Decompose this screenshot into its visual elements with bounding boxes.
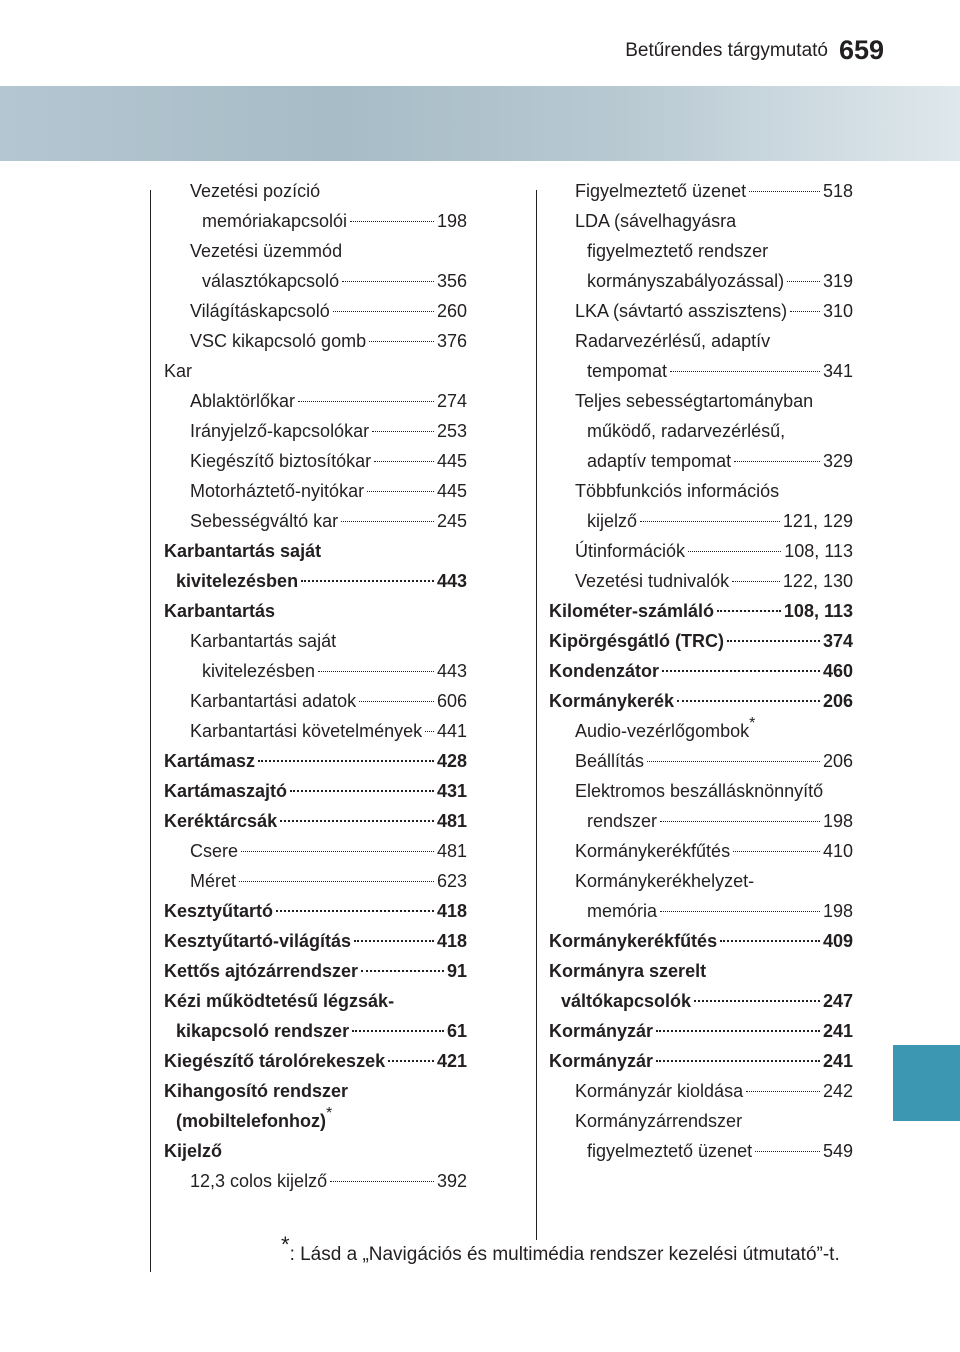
page-header <box>0 0 960 78</box>
page-reference: 445 <box>436 481 467 501</box>
index-entry <box>549 386 853 416</box>
index-term: Karbantartás saját <box>190 631 337 651</box>
index-term: figyelmeztető rendszer <box>587 241 769 261</box>
column-divider <box>536 190 537 1240</box>
index-entry <box>549 926 853 956</box>
index-term: Kihangosító rendszer <box>164 1081 349 1101</box>
index-entry <box>549 566 853 596</box>
page-reference: 623 <box>436 871 467 891</box>
dot-leader <box>369 341 434 342</box>
dot-leader <box>670 371 820 372</box>
section-thumb-tab <box>893 1045 960 1121</box>
index-term: 12,3 colos kijelző <box>190 1171 328 1191</box>
dot-leader <box>239 881 434 882</box>
index-term: Kilométer-számláló <box>549 601 715 621</box>
dot-leader <box>361 970 444 972</box>
index-entry <box>549 986 853 1016</box>
index-entry <box>549 296 853 326</box>
page-reference: 198 <box>436 211 467 231</box>
index-term: Kartámasz <box>164 751 256 771</box>
dot-leader <box>330 1181 434 1182</box>
index-entry <box>164 506 467 536</box>
index-entry <box>549 536 853 566</box>
page-reference: 247 <box>822 991 853 1011</box>
page-reference: 410 <box>822 841 853 861</box>
dot-leader <box>755 1151 820 1152</box>
index-entry <box>549 656 853 686</box>
index-entry <box>549 476 853 506</box>
dot-leader <box>350 221 434 222</box>
index-entry <box>164 746 467 776</box>
index-term: Vezetési tudnivalók <box>575 571 730 591</box>
dot-leader <box>694 1000 820 1002</box>
index-column-left <box>164 176 467 1196</box>
dot-leader <box>662 670 820 672</box>
dot-leader <box>352 1030 444 1032</box>
dot-leader <box>790 311 820 312</box>
header-band <box>0 86 960 161</box>
page-reference: 409 <box>822 931 853 951</box>
index-entry <box>164 926 467 956</box>
index-term: LKA (sávtartó asszisztens) <box>575 301 788 321</box>
dot-leader <box>258 760 434 762</box>
dot-leader <box>656 1030 820 1032</box>
page-reference: 198 <box>822 901 853 921</box>
index-term: Kormánykerékhelyzet- <box>575 871 755 891</box>
index-entry <box>549 176 853 206</box>
index-entry <box>164 806 467 836</box>
dot-leader <box>677 700 820 702</box>
index-term: LDA (sávelhagyásra <box>575 211 737 231</box>
index-term: Kormányra szerelt <box>549 961 707 981</box>
dot-leader <box>717 610 781 612</box>
index-term: Kesztyűtartó-világítás <box>164 931 352 951</box>
page-reference: 206 <box>822 691 853 711</box>
index-term: Figyelmeztető üzenet <box>575 181 747 201</box>
page-reference: 242 <box>822 1081 853 1101</box>
page-reference: 374 <box>822 631 853 651</box>
index-entry <box>164 716 467 746</box>
index-entry <box>549 1016 853 1046</box>
index-term: Karbantartás saját <box>164 541 322 561</box>
page-reference: 310 <box>822 301 853 321</box>
index-entry <box>164 896 467 926</box>
index-term: Kormánykerék <box>549 691 675 711</box>
index-term: Csere <box>190 841 239 861</box>
index-entry <box>164 176 467 206</box>
index-entry <box>164 956 467 986</box>
index-entry <box>164 1016 467 1046</box>
index-entry <box>549 836 853 866</box>
footnote-marker: * <box>325 1105 333 1122</box>
index-entry <box>164 656 467 686</box>
index-entry <box>549 506 853 536</box>
page-reference: 443 <box>436 661 467 681</box>
index-term: Vezetési pozíció <box>190 181 321 201</box>
dot-leader <box>727 640 820 642</box>
index-term: Ablaktörlőkar <box>190 391 296 411</box>
page-reference: 376 <box>436 331 467 351</box>
index-term: Kézi működtetésű légzsák- <box>164 991 395 1011</box>
page-reference: 518 <box>822 181 853 201</box>
index-entry <box>164 326 467 356</box>
dot-leader <box>733 851 820 852</box>
index-term: kivitelezésben <box>202 661 316 681</box>
footnote-text: : Lásd a „Navigációs és multimédia rendszer kezelési útmutató”-t. <box>289 1244 840 1265</box>
page-reference: 549 <box>822 1141 853 1161</box>
dot-leader <box>720 940 820 942</box>
index-term: figyelmeztető üzenet <box>587 1141 753 1161</box>
dot-leader <box>372 431 434 432</box>
index-term: rendszer <box>587 811 658 831</box>
index-term: Kormányzár <box>549 1021 654 1041</box>
page-reference: 441 <box>436 721 467 741</box>
index-entry <box>549 866 853 896</box>
index-term: kikapcsoló rendszer <box>176 1021 350 1041</box>
dot-leader <box>354 940 434 942</box>
index-entry <box>164 236 467 266</box>
index-entry <box>164 836 467 866</box>
dot-leader <box>425 731 434 732</box>
index-term: Elektromos beszállásknönnyítő <box>575 781 824 801</box>
index-term: Motorháztető-nyitókar <box>190 481 365 501</box>
index-entry <box>549 626 853 656</box>
left-margin-rule <box>150 190 151 1272</box>
index-term: váltókapcsolók <box>561 991 692 1011</box>
index-entry <box>549 1136 853 1166</box>
page-reference: 61 <box>446 1021 467 1041</box>
index-term: Keréktárcsák <box>164 811 278 831</box>
index-entry <box>164 476 467 506</box>
dot-leader <box>276 910 434 912</box>
dot-leader <box>333 311 434 312</box>
dot-leader <box>290 790 434 792</box>
index-term: Vezetési üzemmód <box>190 241 343 261</box>
index-term: Kormányzár <box>549 1051 654 1071</box>
index-term: tempomat <box>587 361 668 381</box>
index-entry <box>164 1046 467 1076</box>
index-term: memória <box>587 901 658 921</box>
page-reference: 606 <box>436 691 467 711</box>
index-term: Kipörgésgátló (TRC) <box>549 631 724 651</box>
index-term: kormányszabályozással) <box>587 271 785 291</box>
index-entry <box>164 776 467 806</box>
index-term: adaptív tempomat <box>587 451 732 471</box>
index-term: memóriakapcsolói <box>202 211 348 231</box>
page-reference: 260 <box>436 301 467 321</box>
index-entry <box>549 806 853 836</box>
page-reference: 481 <box>436 811 467 831</box>
index-entry <box>164 356 467 386</box>
dot-leader <box>388 1060 434 1062</box>
index-entry <box>164 1076 467 1106</box>
index-term: (mobiltelefonhoz) <box>176 1111 326 1131</box>
index-entry <box>164 596 467 626</box>
index-term: Útinformációk <box>575 541 686 561</box>
page-reference: 198 <box>822 811 853 831</box>
index-term: Audio-vezérlőgombok <box>575 721 750 741</box>
index-entry <box>549 716 853 746</box>
index-entry <box>549 266 853 296</box>
dot-leader <box>734 461 820 462</box>
index-term: kijelző <box>587 511 638 531</box>
index-entry <box>164 686 467 716</box>
index-entry <box>549 776 853 806</box>
page-reference: 241 <box>822 1021 853 1041</box>
page-reference: 481 <box>436 841 467 861</box>
index-entry <box>549 956 853 986</box>
index-term: Kesztyűtartó <box>164 901 274 921</box>
index-term: választókapcsoló <box>202 271 340 291</box>
index-term: Teljes sebességtartományban <box>575 391 814 411</box>
page-number: 659 <box>838 35 884 65</box>
page-reference: 241 <box>822 1051 853 1071</box>
index-term: Kartámaszajtó <box>164 781 288 801</box>
index-term: Irányjelző-kapcsolókar <box>190 421 370 441</box>
index-entry <box>549 896 853 926</box>
index-entry <box>164 536 467 566</box>
index-entry <box>164 986 467 1016</box>
index-term: Kiegészítő tárolórekeszek <box>164 1051 386 1071</box>
index-column-right <box>549 176 853 1166</box>
index-entry <box>164 446 467 476</box>
dot-leader <box>688 551 781 552</box>
page-reference: 121, 129 <box>782 511 853 531</box>
index-entry <box>164 266 467 296</box>
page-reference: 443 <box>436 571 467 591</box>
index-entry <box>164 626 467 656</box>
page-reference: 206 <box>822 751 853 771</box>
page-reference: 329 <box>822 451 853 471</box>
index-term: Világításkapcsoló <box>190 301 330 321</box>
dot-leader <box>647 761 820 762</box>
page-reference: 108, 113 <box>783 601 853 621</box>
dot-leader <box>660 911 820 912</box>
dot-leader <box>341 521 434 522</box>
index-entry <box>164 1106 467 1136</box>
index-entry <box>549 356 853 386</box>
index-term: Kormányzárrendszer <box>575 1111 743 1131</box>
page-reference: 91 <box>446 961 467 981</box>
page-reference: 460 <box>822 661 853 681</box>
footnote-marker: * <box>749 715 756 732</box>
index-term: Kar <box>164 361 193 381</box>
dot-leader <box>660 821 820 822</box>
page-reference: 253 <box>436 421 467 441</box>
dot-leader <box>749 191 820 192</box>
page-reference: 122, 130 <box>782 571 853 591</box>
index-entry <box>549 1106 853 1136</box>
dot-leader <box>640 521 780 522</box>
index-term: Beállítás <box>575 751 645 771</box>
page-reference: 319 <box>822 271 853 291</box>
header-title: Betűrendes tárgymutató <box>625 40 828 61</box>
dot-leader <box>318 671 434 672</box>
index-term: működő, radarvezérlésű, <box>587 421 786 441</box>
dot-leader <box>787 281 820 282</box>
footnote-star: * <box>281 1232 290 1257</box>
page-reference: 431 <box>436 781 467 801</box>
dot-leader <box>732 581 780 582</box>
page-reference: 428 <box>436 751 467 771</box>
index-entry <box>164 386 467 416</box>
dot-leader <box>241 851 434 852</box>
footnote <box>281 1232 840 1266</box>
index-term: Kormánykerékfűtés <box>575 841 731 861</box>
index-term: Méret <box>190 871 237 891</box>
index-term: Karbantartási követelmények <box>190 721 423 741</box>
index-entry <box>164 206 467 236</box>
page-reference: 245 <box>436 511 467 531</box>
dot-leader <box>301 580 434 582</box>
index-term: Kijelző <box>164 1141 223 1161</box>
index-entry <box>164 296 467 326</box>
dot-leader <box>280 820 434 822</box>
index-entry <box>164 416 467 446</box>
index-entry <box>549 206 853 236</box>
index-entry <box>549 326 853 356</box>
index-term: Radarvezérlésű, adaptív <box>575 331 771 351</box>
index-term: Kormányzár kioldása <box>575 1081 744 1101</box>
index-entry <box>549 236 853 266</box>
index-term: Karbantartási adatok <box>190 691 357 711</box>
index-term: Kondenzátor <box>549 661 659 681</box>
index-term: Többfunkciós információs <box>575 481 780 501</box>
index-entry <box>549 686 853 716</box>
dot-leader <box>656 1060 820 1062</box>
dot-leader <box>298 401 434 402</box>
index-term: Kiegészítő biztosítókar <box>190 451 372 471</box>
index-term: VSC kikapcsoló gomb <box>190 331 367 351</box>
index-term: kivitelezésben <box>176 571 299 591</box>
index-entry <box>164 1166 467 1196</box>
page-reference: 418 <box>436 901 467 921</box>
index-entry <box>549 746 853 776</box>
page-reference: 341 <box>822 361 853 381</box>
index-entry <box>164 566 467 596</box>
index-entry <box>549 596 853 626</box>
dot-leader <box>746 1091 820 1092</box>
index-entry <box>549 446 853 476</box>
index-term: Sebességváltó kar <box>190 511 339 531</box>
page-reference: 274 <box>436 391 467 411</box>
index-entry <box>549 1076 853 1106</box>
dot-leader <box>359 701 434 702</box>
page-reference: 421 <box>436 1051 467 1071</box>
index-entry <box>164 866 467 896</box>
dot-leader <box>374 461 434 462</box>
page-reference: 392 <box>436 1171 467 1191</box>
index-term: Kormánykerékfűtés <box>549 931 718 951</box>
dot-leader <box>367 491 434 492</box>
index-entry <box>549 1046 853 1076</box>
page-reference: 445 <box>436 451 467 471</box>
page-reference: 356 <box>436 271 467 291</box>
index-term: Karbantartás <box>164 601 276 621</box>
index-entry <box>549 416 853 446</box>
dot-leader <box>342 281 434 282</box>
index-term: Kettős ajtózárrendszer <box>164 961 359 981</box>
page-reference: 418 <box>436 931 467 951</box>
index-entry <box>164 1136 467 1166</box>
page-reference: 108, 113 <box>784 541 853 561</box>
